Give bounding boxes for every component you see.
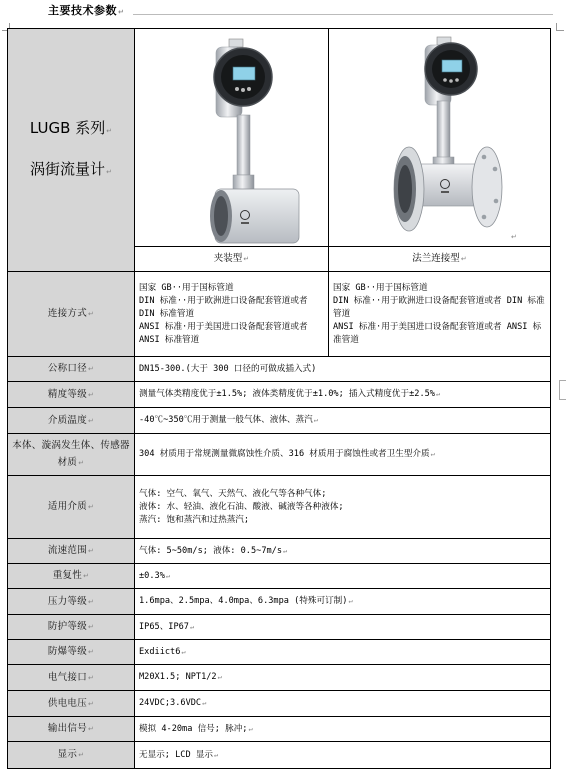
flange-meter-image-cell (329, 29, 551, 247)
spec-label-display: 显示↵ (8, 742, 135, 769)
spec-row (8, 640, 551, 665)
spec-row (8, 476, 551, 539)
spec-value-electrical-interface: M20X1.5; NPT1/2↵ (135, 665, 551, 691)
spec-value-repeatability: ±0.3%↵ (135, 564, 551, 589)
flange-meter-image (333, 29, 551, 246)
section-heading-text: 主要技术参数 (48, 4, 117, 17)
spec-row (8, 691, 551, 717)
connection-label: 连接方式↵ (8, 272, 135, 357)
spec-row (8, 357, 551, 382)
spec-row (8, 615, 551, 640)
spec-label-medium-temperature: 介质温度↵ (8, 408, 135, 434)
svg-text:↵: ↵ (511, 233, 517, 241)
spec-value-accuracy: 测量气体类精度优于±1.5%; 液体类精度优于±1.0%; 插入式精度优于±2.5%↵ (135, 382, 551, 408)
clamp-meter-image-cell (135, 29, 329, 247)
spec-label-nominal-size: 公称口径↵ (8, 357, 135, 382)
spec-row (8, 564, 551, 589)
spec-label-flow-velocity: 流速范围↵ (8, 539, 135, 564)
spec-value-pressure-rating: 1.6mpa、2.5mpa、4.0mpa、6.3mpa (特殊可订制)↵ (135, 589, 551, 615)
spec-row (8, 717, 551, 742)
spec-row (8, 589, 551, 615)
spec-value-material: 304 材质用于常规测量微腐蚀性介质、316 材质用于腐蚀性或者卫生型介质↵ (135, 434, 551, 476)
section-heading (48, 2, 124, 18)
clamp-caption: 夹装型↵ (135, 247, 329, 272)
spec-value-applicable-media: 气体: 空气、氧气、天然气、液化气等各种气体; 液体: 水、轻油、液化石油、酸液、碱液等各种液体; 蒸汽: 饱和蒸汽和过热蒸汽; (135, 476, 551, 539)
paragraph-mark: ↵ (118, 8, 125, 16)
connection-flange-value: 国家 GB··用于国标管道 DIN 标准··用于欧洲进口设备配套管道或者 DIN 标准管道 ANSI 标准·用于美国进口设备配套管道或者 ANSI 标准管道 (329, 272, 551, 357)
spec-label-applicable-media: 适用介质↵ (8, 476, 135, 539)
spec-value-flow-velocity: 气体: 5~50m/s; 液体: 0.5~7m/s↵ (135, 539, 551, 564)
spec-row (8, 742, 551, 769)
product-name-line1: LUGB 系列↵ (29, 119, 113, 137)
spec-row (8, 382, 551, 408)
spec-label-explosion-rating: 防爆等级↵ (8, 640, 135, 665)
product-name-line2: 涡街流量计↵ (30, 160, 112, 178)
spec-value-nominal-size: DN15-300.(大于 300 口径的可做成插入式) (135, 357, 551, 382)
spec-row (8, 539, 551, 564)
connection-row (8, 272, 551, 357)
flange-caption: 法兰连接型↵ (329, 247, 551, 272)
clamp-meter-image (139, 29, 329, 246)
spec-value-supply-voltage: 24VDC;3.6VDC↵ (135, 691, 551, 717)
spec-label-output-signal: 输出信号↵ (8, 717, 135, 742)
spec-value-display: 无显示; LCD 显示↵ (135, 742, 551, 769)
page-side-tab (559, 380, 566, 400)
spec-value-protection-rating: IP65、IP67↵ (135, 615, 551, 640)
spec-label-supply-voltage: 供电电压↵ (8, 691, 135, 717)
connection-clamp-value: 国家 GB··用于国标管道 DIN 标准··用于欧洲进口设备配套管道或者 DIN 标准管道 ANSI 标准·用于美国进口设备配套管道或者 ANSI 标准管道 (135, 272, 329, 357)
spec-label-protection-rating: 防护等级↵ (8, 615, 135, 640)
spec-label-repeatability: 重复性↵ (8, 564, 135, 589)
spec-label-material: 本体、漩涡发生体、传感器材质↵ (8, 434, 135, 476)
spec-table (7, 28, 551, 769)
spec-label-electrical-interface: 电气接口↵ (8, 665, 135, 691)
spec-row (8, 665, 551, 691)
spec-value-output-signal: 模拟 4-20ma 信号; 脉冲;↵ (135, 717, 551, 742)
product-title-cell (8, 29, 135, 272)
product-image-row (8, 29, 551, 247)
spec-label-accuracy: 精度等级↵ (8, 382, 135, 408)
spec-row (8, 434, 551, 476)
spec-row (8, 408, 551, 434)
spec-value-medium-temperature: -40℃~350℃用于测量一般气体、液体、蒸汽↵ (135, 408, 551, 434)
crop-mark-right (556, 23, 564, 31)
spec-value-explosion-rating: Exdiict6↵ (135, 640, 551, 665)
spec-label-pressure-rating: 压力等级↵ (8, 589, 135, 615)
header-rule (133, 14, 553, 15)
